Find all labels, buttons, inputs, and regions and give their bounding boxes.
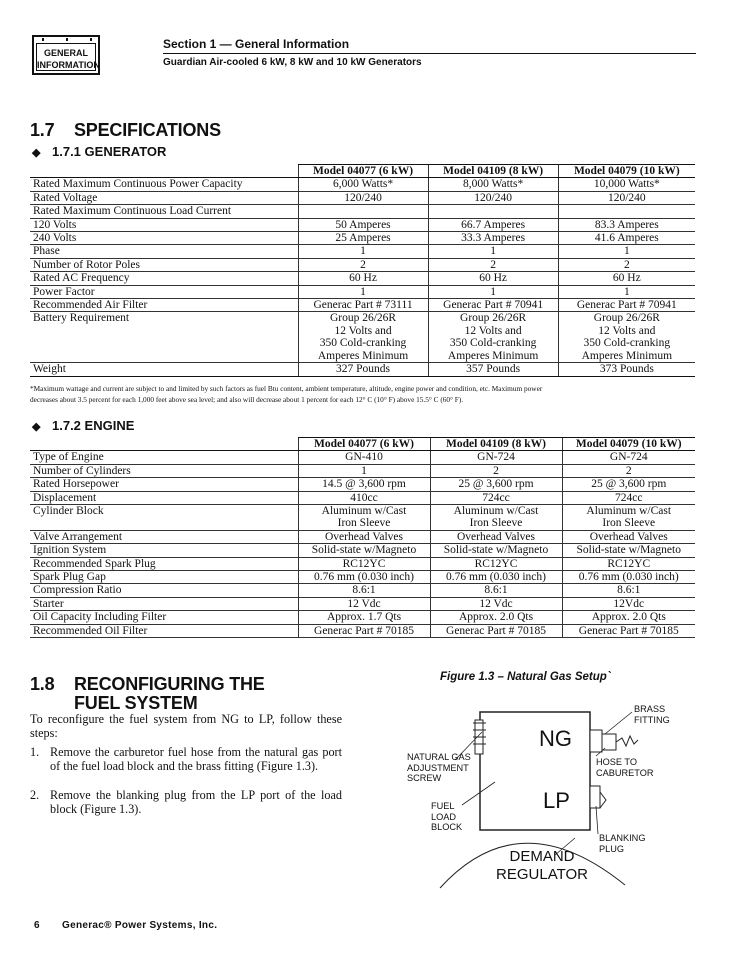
table-header-row bbox=[30, 438, 695, 451]
row-value: 25 @ 3,600 rpm bbox=[430, 478, 562, 491]
row-value: 8.6:1 bbox=[430, 584, 562, 597]
table-row bbox=[30, 478, 695, 491]
row-value: Approx. 1.7 Qts bbox=[298, 611, 430, 624]
model-header: Model 04077 (6 kW) bbox=[298, 165, 428, 178]
row-label: Number of Cylinders bbox=[30, 464, 298, 477]
footnote-line: *Maximum wattage and current are subject to and limited by such factors as fuel Btu content, ambient temperature, altitude, engine power and condition, etc. Maximum power bbox=[30, 384, 543, 393]
battery-line: 350 Cold-cranking bbox=[449, 337, 537, 350]
battery-line: Amperes Minimum bbox=[581, 349, 673, 362]
battery-line: 12 Volts and bbox=[464, 324, 522, 337]
row-value: Solid-state w/Magneto bbox=[298, 544, 430, 557]
table-row bbox=[30, 245, 695, 258]
row-label: Recommended Air Filter bbox=[30, 299, 298, 312]
row-value: 2 bbox=[562, 464, 695, 477]
row-value: Generac Part # 70185 bbox=[430, 624, 562, 637]
battery-line: 12 Volts and bbox=[598, 324, 656, 337]
subheading-number: 1.7.2 bbox=[52, 418, 81, 433]
battery-line: Group 26/26R bbox=[460, 312, 527, 325]
row-label: Starter bbox=[30, 597, 298, 610]
header-blank bbox=[30, 165, 298, 178]
weight-value: 327 Pounds bbox=[298, 363, 428, 376]
model-header: Model 04077 (6 kW) bbox=[298, 438, 430, 451]
table-header-row bbox=[30, 165, 695, 178]
diamond-bullet-icon: ◆ bbox=[32, 147, 41, 159]
row-label: Rated Voltage bbox=[30, 191, 298, 204]
row-value: 14.5 @ 3,600 rpm bbox=[298, 478, 430, 491]
heading-number: 1.7 bbox=[30, 120, 55, 140]
model-header: Model 04079 (10 kW) bbox=[558, 165, 695, 178]
block-cell bbox=[430, 505, 562, 531]
row-value: 1 bbox=[558, 245, 695, 258]
row-value: 120/240 bbox=[558, 191, 695, 204]
block-line: Iron Sleeve bbox=[469, 517, 523, 530]
table-row bbox=[30, 191, 695, 204]
table-row bbox=[30, 544, 695, 557]
table-row bbox=[30, 178, 695, 191]
row-value: 10,000 Watts* bbox=[558, 178, 695, 191]
reconfig-heading bbox=[30, 674, 265, 714]
row-label: 240 Volts bbox=[30, 232, 298, 245]
table-row bbox=[30, 571, 695, 584]
row-value: 1 bbox=[558, 285, 695, 298]
row-value: Solid-state w/Magneto bbox=[430, 544, 562, 557]
row-value: 120/240 bbox=[298, 191, 428, 204]
row-label: Recommended Spark Plug bbox=[30, 557, 298, 570]
table-row bbox=[30, 299, 695, 312]
step-text: Remove the carburetor fuel hose from the natural gas port of the fuel load block and the brass fitting (Figure 1.3). bbox=[50, 745, 342, 773]
subheading-number: 1.7.1 bbox=[52, 144, 81, 159]
battery-line: Group 26/26R bbox=[329, 312, 397, 325]
section-subtitle: Guardian Air-cooled 6 kW, 8 kW and 10 kW Generators bbox=[163, 57, 422, 68]
row-label: Rated AC Frequency bbox=[30, 272, 298, 285]
row-value: 66.7 Amperes bbox=[428, 218, 558, 231]
table-row bbox=[30, 505, 695, 531]
row-value: 12 Vdc bbox=[430, 597, 562, 610]
row-value: Generac Part # 70941 bbox=[428, 299, 558, 312]
step-number: 1. bbox=[30, 745, 40, 759]
engine-spec-table bbox=[30, 437, 695, 638]
table-row bbox=[30, 205, 695, 218]
row-value bbox=[428, 205, 558, 218]
row-label: Compression Ratio bbox=[30, 584, 298, 597]
model-header: Model 04109 (8 kW) bbox=[430, 438, 562, 451]
row-value: Overhead Valves bbox=[562, 530, 695, 543]
row-value: Approx. 2.0 Qts bbox=[430, 611, 562, 624]
row-value: Generac Part # 70941 bbox=[558, 299, 695, 312]
table-row bbox=[30, 451, 695, 464]
row-value: 83.3 Amperes bbox=[558, 218, 695, 231]
battery-cell bbox=[558, 312, 695, 363]
general-information-badge bbox=[32, 35, 100, 75]
row-value: 0.76 mm (0.030 inch) bbox=[430, 571, 562, 584]
table-row bbox=[30, 218, 695, 231]
heading-text: SPECIFICATIONS bbox=[74, 120, 221, 140]
footnote-line: decreases about 3.5 percent for each 1,000 feet above sea level; and also will decrease about 1 percent for each 12° C (10° F) above 15.5° C (60° F). bbox=[30, 395, 464, 404]
row-label: Ignition System bbox=[30, 544, 298, 557]
row-value: 25 Amperes bbox=[298, 232, 428, 245]
table-row bbox=[30, 530, 695, 543]
block-line: Aluminum w/Cast bbox=[453, 505, 539, 518]
row-value: 8,000 Watts* bbox=[428, 178, 558, 191]
table-row bbox=[30, 557, 695, 570]
row-value: Generac Part # 70185 bbox=[562, 624, 695, 637]
row-value: 724cc bbox=[430, 491, 562, 504]
ng-port-label: NG bbox=[539, 726, 572, 751]
battery-cell bbox=[428, 312, 558, 363]
row-value: 2 bbox=[430, 464, 562, 477]
brass-fitting-label: BRASS FITTING bbox=[634, 704, 670, 725]
badge-text bbox=[36, 43, 100, 71]
row-value bbox=[298, 205, 428, 218]
fuel-load-block-label: FUEL LOAD BLOCK bbox=[431, 801, 463, 832]
row-value: 8.6:1 bbox=[298, 584, 430, 597]
model-header: Model 04079 (10 kW) bbox=[562, 438, 695, 451]
row-value: GN-724 bbox=[562, 451, 695, 464]
row-value: 120/240 bbox=[428, 191, 558, 204]
fuel-load-block bbox=[480, 712, 590, 830]
row-value: 25 @ 3,600 rpm bbox=[562, 478, 695, 491]
company-name: Generac® Power Systems, Inc. bbox=[62, 920, 218, 931]
weight-value: 373 Pounds bbox=[558, 363, 695, 376]
row-label: Number of Rotor Poles bbox=[30, 258, 298, 271]
row-value: 410cc bbox=[298, 491, 430, 504]
table-row bbox=[30, 363, 695, 376]
badge-line-1: GENERAL bbox=[43, 48, 88, 58]
row-value: Generac Part # 73111 bbox=[298, 299, 428, 312]
row-value: 60 Hz bbox=[558, 272, 695, 285]
row-value bbox=[558, 205, 695, 218]
heading-text: RECONFIGURING THE bbox=[74, 674, 265, 694]
row-value: 60 Hz bbox=[298, 272, 428, 285]
row-value: 6,000 Watts* bbox=[298, 178, 428, 191]
row-label: Weight bbox=[30, 363, 298, 376]
diamond-bullet-icon: ◆ bbox=[32, 421, 41, 433]
table-row bbox=[30, 491, 695, 504]
row-value: RC12YC bbox=[562, 557, 695, 570]
row-value: 33.3 Amperes bbox=[428, 232, 558, 245]
blanking-plug-label: BLANKING PLUG bbox=[599, 833, 646, 854]
lp-port-label: LP bbox=[543, 788, 570, 813]
natural-gas-screw-label: NATURAL GAS ADJUSTMENT SCREW bbox=[407, 752, 471, 783]
battery-cell bbox=[298, 312, 428, 363]
row-value: 1 bbox=[428, 245, 558, 258]
battery-line: Group 26/26R bbox=[593, 312, 660, 325]
row-label: Valve Arrangement bbox=[30, 530, 298, 543]
subheading-text: GENERATOR bbox=[84, 144, 167, 159]
table-row bbox=[30, 312, 695, 363]
row-label: Rated Maximum Continuous Load Current bbox=[30, 205, 298, 218]
weight-value: 357 Pounds bbox=[428, 363, 558, 376]
footnote bbox=[30, 383, 695, 405]
generator-heading bbox=[32, 144, 166, 159]
brass-fitting bbox=[590, 730, 602, 752]
step-item bbox=[30, 789, 342, 817]
row-label: Displacement bbox=[30, 491, 298, 504]
row-value: Solid-state w/Magneto bbox=[562, 544, 695, 557]
row-value: 1 bbox=[298, 285, 428, 298]
engine-heading bbox=[32, 418, 134, 433]
battery-line: Amperes Minimum bbox=[317, 349, 409, 362]
row-value: Overhead Valves bbox=[430, 530, 562, 543]
heading-text-2: FUEL SYSTEM bbox=[74, 693, 198, 713]
row-value: 12Vdc bbox=[562, 597, 695, 610]
row-value: 1 bbox=[298, 245, 428, 258]
row-value: GN-724 bbox=[430, 451, 562, 464]
subheading-text: ENGINE bbox=[84, 418, 135, 433]
badge-line-2: INFORMATION bbox=[37, 60, 100, 70]
badge-tick bbox=[42, 38, 44, 41]
block-line: Aluminum w/Cast bbox=[321, 505, 407, 518]
intro-paragraph: To reconfigure the fuel system from NG to LP, follow these steps: bbox=[30, 712, 342, 740]
row-value: RC12YC bbox=[430, 557, 562, 570]
table-row bbox=[30, 258, 695, 271]
battery-line: 350 Cold-cranking bbox=[583, 337, 671, 350]
row-label: Cylinder Block bbox=[30, 505, 298, 531]
page-number: 6 bbox=[34, 920, 40, 931]
page-footer bbox=[34, 920, 217, 931]
heading-number: 1.8 bbox=[30, 674, 55, 694]
row-value: 2 bbox=[558, 258, 695, 271]
row-label: Battery Requirement bbox=[33, 312, 130, 325]
table-row bbox=[30, 584, 695, 597]
battery-line: 12 Volts and bbox=[334, 324, 392, 337]
specifications-heading bbox=[30, 120, 221, 141]
row-value: 41.6 Amperes bbox=[558, 232, 695, 245]
row-value: 0.76 mm (0.030 inch) bbox=[562, 571, 695, 584]
table-row bbox=[30, 464, 695, 477]
row-value: 8.6:1 bbox=[562, 584, 695, 597]
row-value: 2 bbox=[428, 258, 558, 271]
step-number: 2. bbox=[30, 788, 40, 802]
row-value: 60 Hz bbox=[428, 272, 558, 285]
row-value: 724cc bbox=[562, 491, 695, 504]
table-row bbox=[30, 597, 695, 610]
row-label: Oil Capacity Including Filter bbox=[30, 611, 298, 624]
table-row bbox=[30, 232, 695, 245]
row-value: Overhead Valves bbox=[298, 530, 430, 543]
row-value: Approx. 2.0 Qts bbox=[562, 611, 695, 624]
badge-tick bbox=[66, 38, 68, 41]
battery-line: Amperes Minimum bbox=[447, 349, 539, 362]
model-header: Model 04109 (8 kW) bbox=[428, 165, 558, 178]
blanking-plug bbox=[590, 786, 600, 808]
block-cell bbox=[562, 505, 695, 531]
table-row bbox=[30, 272, 695, 285]
row-value: 1 bbox=[428, 285, 558, 298]
row-label: 120 Volts bbox=[30, 218, 298, 231]
hose-to-carburetor-label: HOSE TO CABURETOR bbox=[596, 757, 654, 778]
row-label: Rated Maximum Continuous Power Capacity bbox=[30, 178, 298, 191]
row-value: 12 Vdc bbox=[298, 597, 430, 610]
row-value: 2 bbox=[298, 258, 428, 271]
table-row bbox=[30, 624, 695, 637]
table-row bbox=[30, 611, 695, 624]
row-label: Power Factor bbox=[30, 285, 298, 298]
row-label: Recommended Oil Filter bbox=[30, 624, 298, 637]
block-line: Iron Sleeve bbox=[602, 517, 656, 530]
generator-spec-table bbox=[30, 164, 695, 377]
row-label: Phase bbox=[30, 245, 298, 258]
natural-gas-setup-figure bbox=[400, 690, 700, 890]
figure-caption: Figure 1.3 – Natural Gas Setup` bbox=[440, 671, 611, 683]
row-value: 50 Amperes bbox=[298, 218, 428, 231]
step-item bbox=[30, 746, 342, 774]
badge-tick bbox=[90, 38, 92, 41]
row-label: Type of Engine bbox=[30, 451, 298, 464]
row-value: Generac Part # 70185 bbox=[298, 624, 430, 637]
row-value: 0.76 mm (0.030 inch) bbox=[298, 571, 430, 584]
block-line: Aluminum w/Cast bbox=[586, 505, 672, 518]
row-value: RC12YC bbox=[298, 557, 430, 570]
header-rule bbox=[163, 53, 696, 54]
header-blank bbox=[30, 438, 298, 451]
step-text: Remove the blanking plug from the LP port of the load block (Figure 1.3). bbox=[50, 788, 342, 816]
row-label: Rated Horsepower bbox=[30, 478, 298, 491]
demand-regulator-label: DEMAND REGULATOR bbox=[496, 848, 588, 883]
row-value: GN-410 bbox=[298, 451, 430, 464]
table-row bbox=[30, 285, 695, 298]
block-cell bbox=[298, 505, 430, 531]
section-title: Section 1 — General Information bbox=[163, 37, 350, 51]
block-line: Iron Sleeve bbox=[337, 517, 391, 530]
battery-line: 350 Cold-cranking bbox=[319, 337, 407, 350]
row-label: Spark Plug Gap bbox=[30, 571, 298, 584]
row-value: 1 bbox=[298, 464, 430, 477]
